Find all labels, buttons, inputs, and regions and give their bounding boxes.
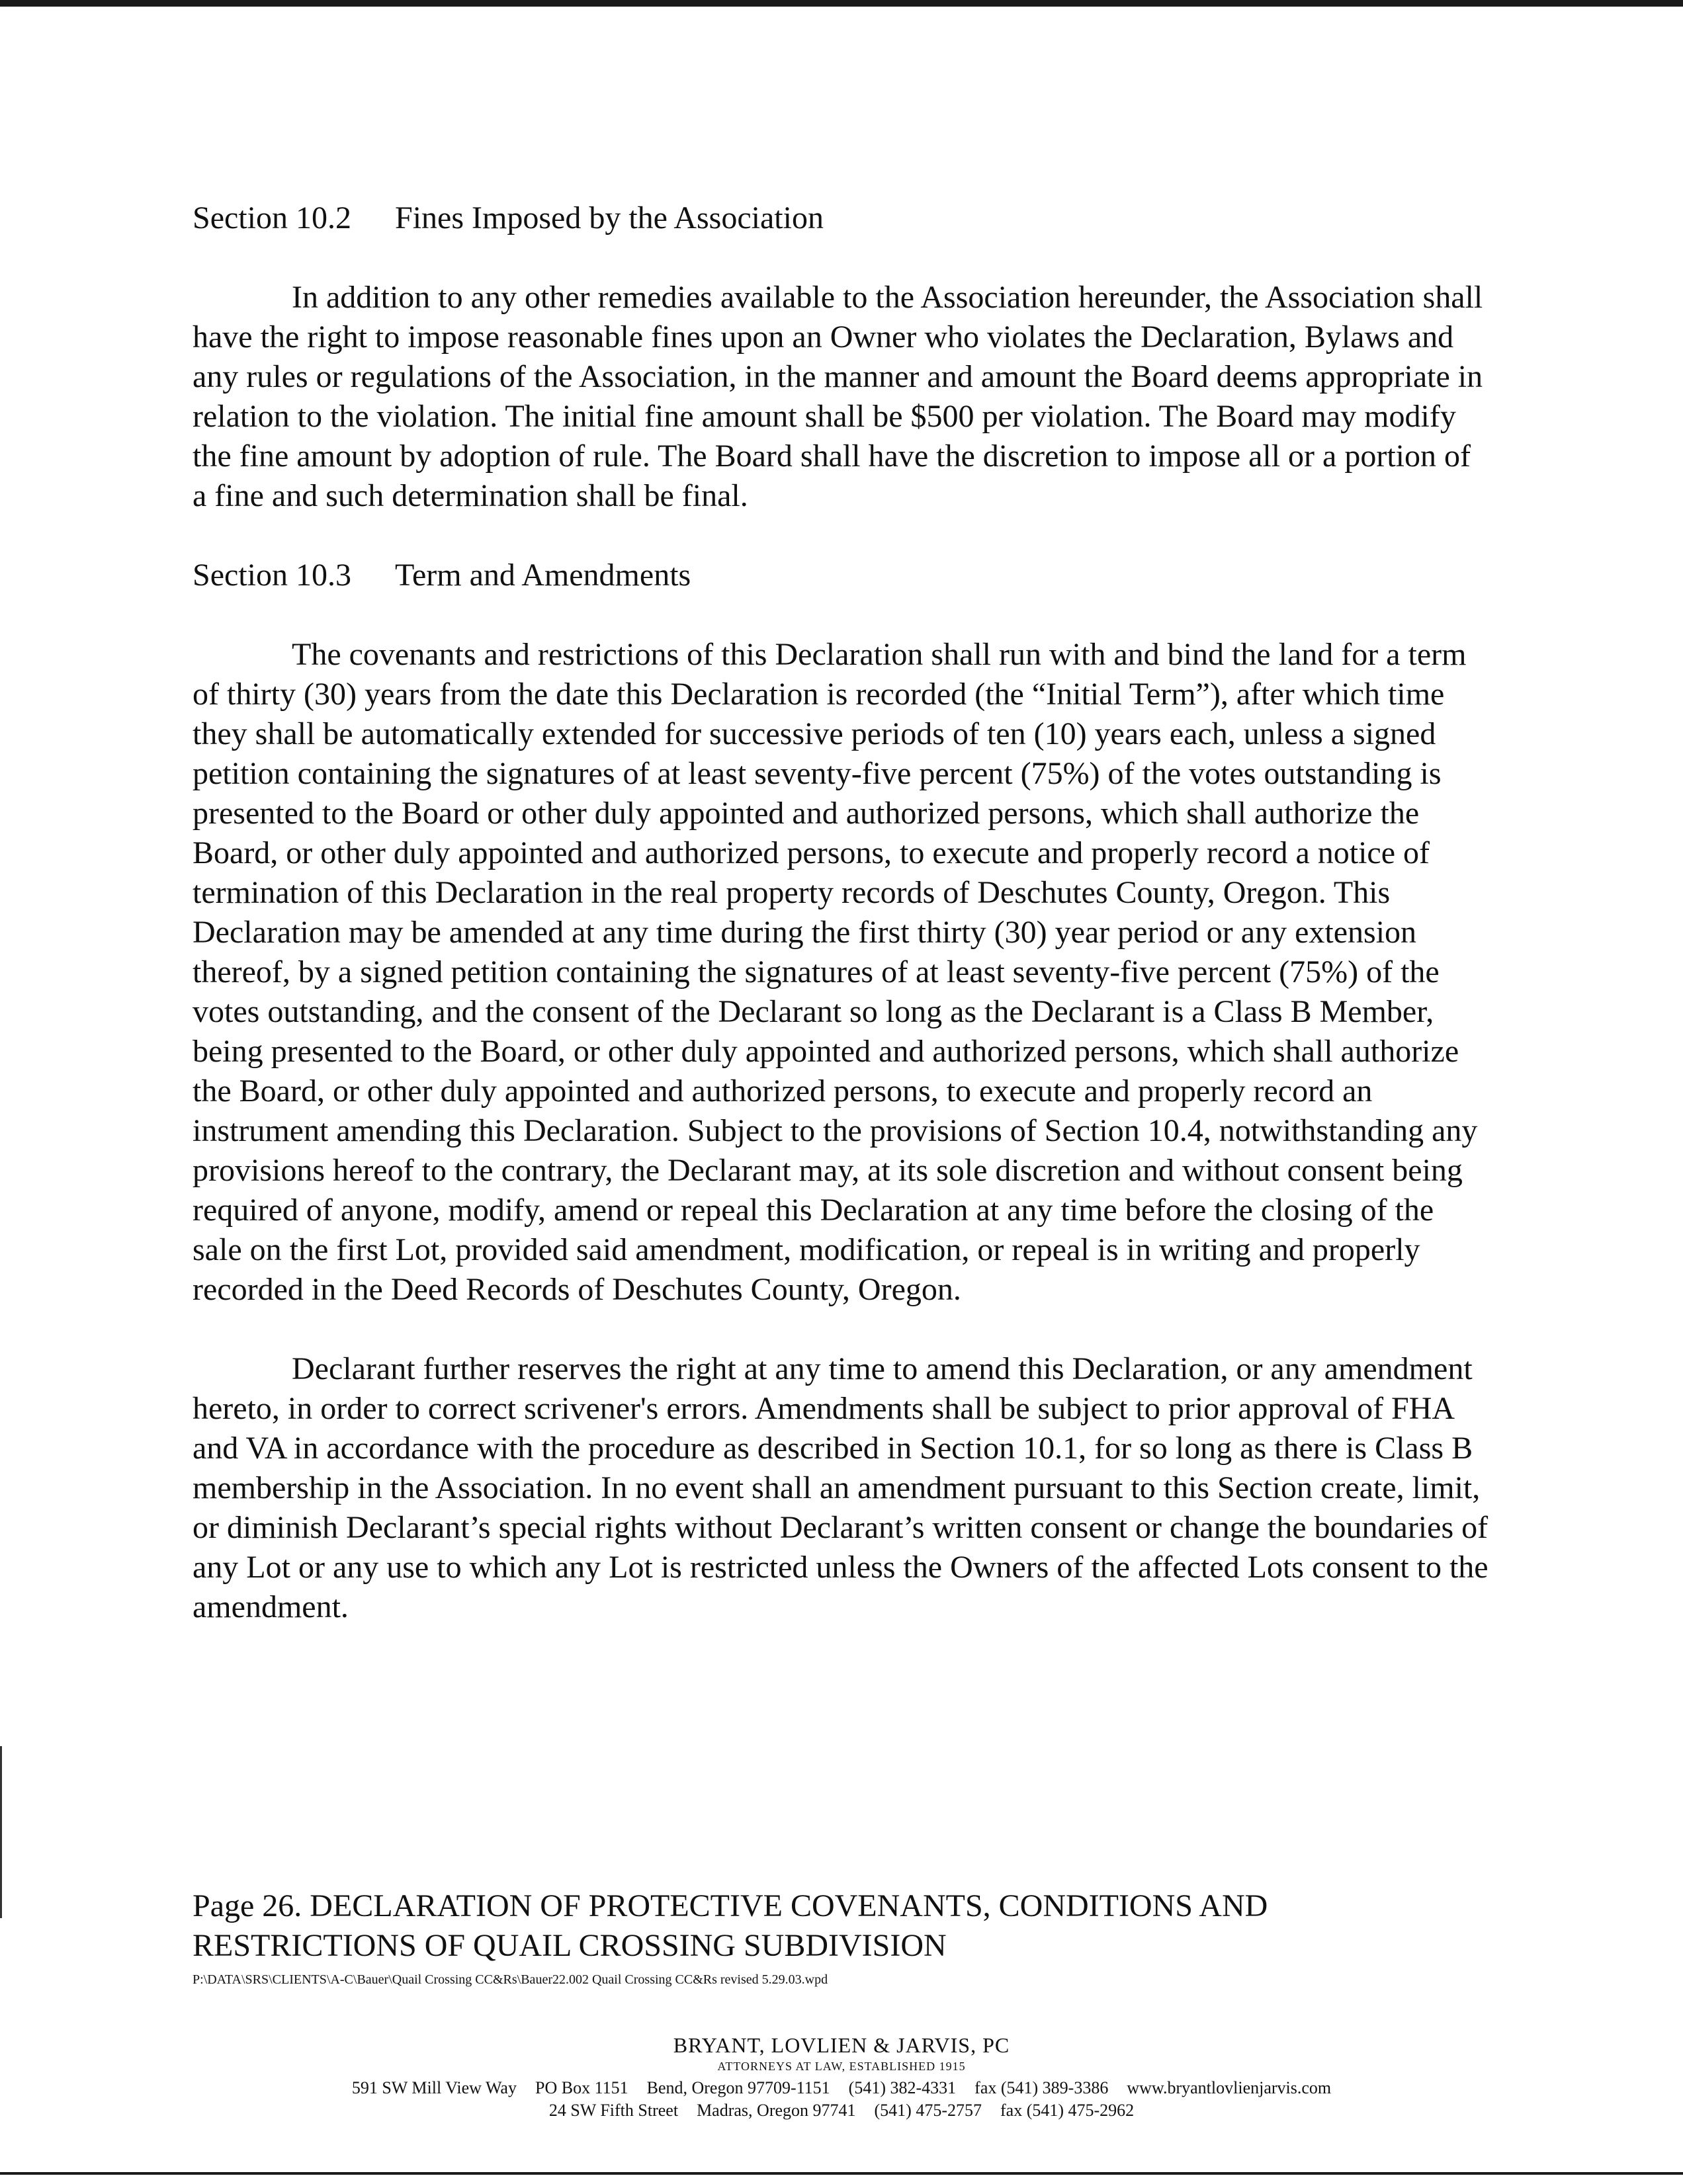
madras-city: Madras, Oregon 97741 — [697, 2101, 856, 2120]
section-10-3-heading — [193, 556, 1489, 595]
bend-street: 591 SW Mill View Way — [351, 2078, 517, 2097]
firm-tagline: ATTORNEYS AT LAW, ESTABLISHED 1915 — [717, 2060, 966, 2073]
firm-name: BRYANT, LOVLIEN & JARVIS, PC — [673, 2033, 1010, 2057]
section-10-3-paragraph-1: The covenants and restrictions of this Declaration shall run with and bind the land for a term of thirty (30) years from the date this Declaration is recorded (the “Initial Term”), after which time they shall be automatically extended for successive periods of ten (10) years each, unless a signed petition containing the signatures of at least seventy-five percent (75%) of the votes outstanding is presented to the Board or other duly appointed and authorized persons, which shall authorize the Board, or other duly appointed and authorized persons, to execute and properly record a notice of termination of this Declaration in the real property records of Deschutes County, Oregon. This Declaration may be amended at any time during the first thirty (30) year period or any extension thereof, by a signed petition containing the signatures of at least seventy-five percent (75%) of the votes outstanding, and the consent of the Declarant so long as the Declarant is a Class B Member, being presented to the Board, or other duly appointed and authorized persons, which shall authorize the Board, or other duly appointed and authorized persons, to execute and properly record an instrument amending this Declaration. Subject to the provisions of Section 10.4, notwithstanding any provisions hereof to the contrary, the Declarant may, at its sole discretion and without consent being required of anyone, modify, amend or repeal this Declaration at any time before the closing of the sale on the first Lot, provided said amendment, modification, or repeal is in writing and properly recorded in the Deed Records of Deschutes County, Oregon. — [193, 637, 1478, 1307]
section-10-2-heading — [193, 198, 1489, 238]
madras-street: 24 SW Fifth Street — [548, 2101, 679, 2120]
firm-letterhead — [198, 2032, 1485, 2122]
document-body — [193, 198, 1489, 1667]
madras-fax: fax (541) 475-2962 — [1000, 2101, 1135, 2120]
left-margin-mark — [0, 1746, 2, 1918]
bend-city: Bend, Oregon 97709-1151 — [646, 2078, 830, 2097]
bend-fax: fax (541) 389-3386 — [974, 2078, 1109, 2097]
page-footer — [193, 1886, 1489, 1990]
footer-title-line-1: Page 26. DECLARATION OF PROTECTIVE COVENANTS, CONDITIONS AND — [193, 1888, 1268, 1923]
firm-website: www.bryantlovlienjarvis.com — [1127, 2078, 1332, 2097]
bend-po-box: PO Box 1151 — [535, 2078, 628, 2097]
section-10-3-paragraph-2: Declarant further reserves the right at any time to amend this Declaration, or any amendment hereto, in order to correct scrivener's errors. Amendments shall be subject to prior approval of FHA and VA in accordance with the procedure as described in Section 10.1, for so long as there is Class B membership in the Association. In no event shall an amendment pursuant to this Section create, limit, or diminish Declarant’s special rights without Declarant’s written consent or change the boundaries of any Lot or any use to which any Lot is restricted unless the Owners of the affected Lots consent to the amendment. — [193, 1351, 1489, 1624]
section-10-2-paragraph: In addition to any other remedies available to the Association hereunder, the Association shall have the right to impose reasonable fines upon an Owner who violates the Declaration, Bylaws and any rules or regulations of the Association, in the manner and amount the Board deems appropriate in relation to the violation. The initial fine amount shall be $500 per violation. The Board may modify the fine amount by adoption of rule. The Board shall have the discretion to impose all or a portion of a fine and such determination shall be final. — [193, 280, 1483, 513]
office-madras-address — [198, 2099, 1485, 2122]
section-title: Term and Amendments — [395, 558, 691, 593]
section-number: Section 10.3 — [193, 558, 351, 593]
section-number: Section 10.2 — [193, 200, 351, 235]
bend-phone: (541) 382-4331 — [848, 2078, 957, 2097]
top-scan-edge — [0, 0, 1683, 7]
footer-title-line-2: RESTRICTIONS OF QUAIL CROSSING SUBDIVISION — [193, 1928, 947, 1963]
section-title: Fines Imposed by the Association — [395, 200, 824, 235]
footer-file-path: P:\DATA\SRS\CLIENTS\A-C\Bauer\Quail Crossing CC&Rs\Bauer22.002 Quail Crossing CC&Rs revised 5.29.03.wpd — [193, 1972, 828, 1987]
bottom-scan-edge — [0, 2172, 1683, 2175]
office-bend-address — [198, 2077, 1485, 2099]
madras-phone: (541) 475-2757 — [874, 2101, 982, 2120]
